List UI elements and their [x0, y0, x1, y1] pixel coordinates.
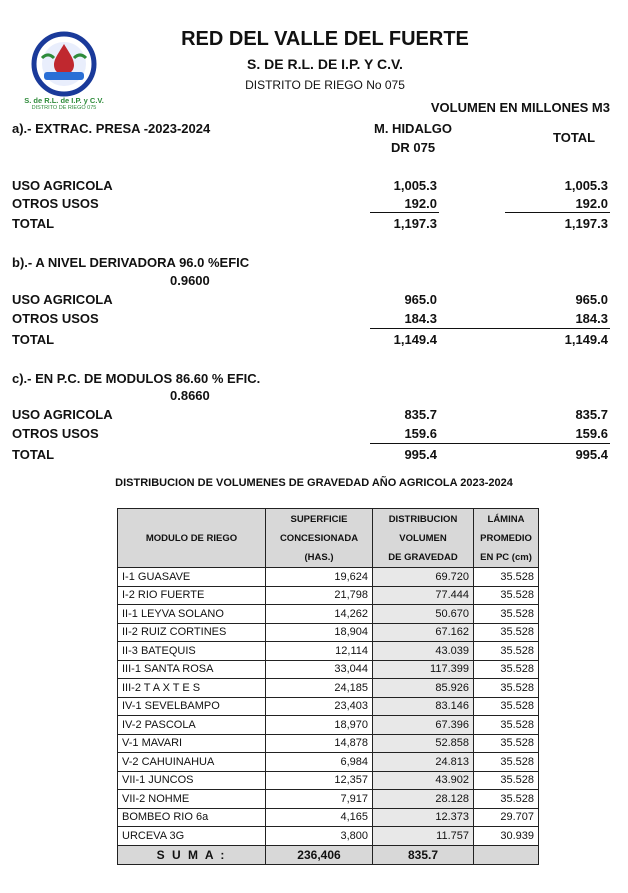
- table-row: [118, 753, 539, 772]
- cell-superficie: 12,114: [266, 642, 373, 661]
- logo-sub-caption: DISTRITO DE RIEGO 075: [31, 105, 97, 111]
- section-c-label-total: TOTAL: [12, 447, 55, 462]
- header-lamina-line1: LÁMINA: [487, 513, 525, 525]
- section-c-agricola-v1: 835.7: [404, 407, 437, 422]
- cell-superficie: 6,984: [266, 753, 373, 772]
- cell-modulo: III-1 SANTA ROSA: [118, 660, 266, 679]
- distribution-table: [117, 508, 539, 865]
- col2-header: TOTAL: [553, 130, 596, 145]
- cell-modulo: VII-2 NOHME: [118, 790, 266, 809]
- cell-modulo: II-3 BATEQUIS: [118, 642, 266, 661]
- table-row: [118, 605, 539, 624]
- section-a-title: a).- EXTRAC. PRESA -2023-2024: [12, 121, 211, 136]
- cell-superficie: 18,970: [266, 716, 373, 735]
- distribution-table-body: [118, 568, 539, 846]
- cell-superficie: 14,878: [266, 734, 373, 753]
- cell-volumen: 28.128: [373, 790, 474, 809]
- cell-lamina: 35.528: [474, 790, 539, 809]
- district-label: DISTRITO DE RIEGO No 075: [245, 78, 405, 92]
- cell-volumen: 52.858: [373, 734, 474, 753]
- section-b-rule: [370, 328, 610, 329]
- table-row: [118, 808, 539, 827]
- cell-modulo: VII-1 JUNCOS: [118, 771, 266, 790]
- section-c-total-v1: 995.4: [404, 447, 437, 462]
- cell-lamina: 35.528: [474, 586, 539, 605]
- sum-row: [118, 845, 539, 864]
- cell-lamina: 35.528: [474, 623, 539, 642]
- section-b-otros-v2: 184.3: [575, 311, 608, 326]
- cell-modulo: III-2 T A X T E S: [118, 679, 266, 698]
- section-a-label-otros: OTROS USOS: [12, 196, 99, 211]
- section-b-label-total: TOTAL: [12, 332, 55, 347]
- header-lamina: [474, 509, 539, 568]
- section-b-total-v1: 1,149.4: [393, 332, 437, 347]
- cell-volumen: 117.399: [373, 660, 474, 679]
- section-a-otros-v1: 192.0: [404, 196, 437, 211]
- header-modulo-text: MODULO DE RIEGO: [145, 532, 238, 544]
- section-b-factor: 0.9600: [170, 273, 210, 288]
- section-a-total-v2: 1,197.3: [564, 216, 608, 231]
- cell-superficie: 7,917: [266, 790, 373, 809]
- section-c-agricola-v2: 835.7: [575, 407, 608, 422]
- cell-modulo: II-1 LEYVA SOLANO: [118, 605, 266, 624]
- section-b-label-otros: OTROS USOS: [12, 311, 99, 326]
- cell-modulo: V-2 CAHUINAHUA: [118, 753, 266, 772]
- header-superficie-line1: SUPERFICIE: [290, 513, 348, 525]
- cell-lamina: 35.528: [474, 642, 539, 661]
- cell-volumen: 69.720: [373, 568, 474, 587]
- cell-modulo: I-1 GUASAVE: [118, 568, 266, 587]
- col1-header-line1: M. HIDALGO: [374, 121, 452, 136]
- cell-superficie: 19,624: [266, 568, 373, 587]
- cell-superficie: 3,800: [266, 827, 373, 846]
- cell-volumen: 50.670: [373, 605, 474, 624]
- cell-volumen: 43.039: [373, 642, 474, 661]
- cell-superficie: 33,044: [266, 660, 373, 679]
- cell-lamina: 35.528: [474, 568, 539, 587]
- section-a-label-agricola: USO AGRICOLA: [12, 178, 113, 193]
- section-b-total-v2: 1,149.4: [564, 332, 608, 347]
- cell-volumen: 67.396: [373, 716, 474, 735]
- header-superficie-line2: CONCESIONADA: [279, 532, 359, 544]
- section-a-agricola-v1: 1,005.3: [393, 178, 437, 193]
- section-c-factor: 0.8660: [170, 388, 210, 403]
- section-c-label-otros: OTROS USOS: [12, 426, 99, 441]
- table-row: [118, 790, 539, 809]
- volume-header-label: VOLUMEN EN MILLONES M3: [430, 100, 610, 115]
- table-row: [118, 771, 539, 790]
- cell-volumen: 24.813: [373, 753, 474, 772]
- section-c-total-v2: 995.4: [575, 447, 608, 462]
- cell-superficie: 23,403: [266, 697, 373, 716]
- sum-lamina-empty: [474, 845, 539, 864]
- cell-volumen: 67.162: [373, 623, 474, 642]
- section-c-label-agricola: USO AGRICOLA: [12, 407, 113, 422]
- section-a-otros-v2: 192.0: [575, 196, 608, 211]
- header-lamina-line3: EN PC (cm): [480, 551, 532, 563]
- section-b-agricola-v1: 965.0: [404, 292, 437, 307]
- cell-lamina: 35.528: [474, 734, 539, 753]
- cell-lamina: 35.528: [474, 605, 539, 624]
- section-a-rule-2: [505, 212, 610, 213]
- header-modulo: [118, 509, 266, 568]
- table-row: [118, 679, 539, 698]
- table-row: [118, 716, 539, 735]
- table-row: [118, 697, 539, 716]
- section-a-total-v1: 1,197.3: [393, 216, 437, 231]
- cell-lamina: 30.939: [474, 827, 539, 846]
- cell-superficie: 21,798: [266, 586, 373, 605]
- cell-modulo: IV-1 SEVELBAMPO: [118, 697, 266, 716]
- company-subtitle: S. DE R.L. DE I.P. Y C.V.: [247, 56, 403, 72]
- cell-volumen: 11.757: [373, 827, 474, 846]
- table-header-row: [118, 509, 539, 568]
- cell-volumen: 85.926: [373, 679, 474, 698]
- cell-volumen: 77.444: [373, 586, 474, 605]
- header-distribucion-line3: DE GRAVEDAD: [388, 551, 458, 563]
- cell-modulo: BOMBEO RIO 6a: [118, 808, 266, 827]
- table-row: [118, 642, 539, 661]
- col1-header-line2: DR 075: [391, 140, 436, 155]
- cell-superficie: 12,357: [266, 771, 373, 790]
- cell-lamina: 35.528: [474, 753, 539, 772]
- section-b-agricola-v2: 965.0: [575, 292, 608, 307]
- cell-lamina: 35.528: [474, 660, 539, 679]
- cell-lamina: 35.528: [474, 716, 539, 735]
- cell-modulo: I-2 RIO FUERTE: [118, 586, 266, 605]
- cell-lamina: 29.707: [474, 808, 539, 827]
- table-row: [118, 734, 539, 753]
- header-distribucion-line1: DISTRIBUCION: [388, 513, 458, 525]
- cell-lamina: 35.528: [474, 679, 539, 698]
- section-a-agricola-v2: 1,005.3: [564, 178, 608, 193]
- logo-caption: S. de R.L. de I.P. y C.V.: [24, 96, 104, 105]
- section-a-rule-1: [370, 212, 439, 213]
- section-c-rule: [370, 443, 610, 444]
- section-b-label-agricola: USO AGRICOLA: [12, 292, 113, 307]
- page-title: RED DEL VALLE DEL FUERTE: [181, 28, 469, 50]
- section-b-otros-v1: 184.3: [404, 311, 437, 326]
- header-superficie-line3: (HAS.): [304, 551, 334, 563]
- cell-superficie: 14,262: [266, 605, 373, 624]
- section-b-title: b).- A NIVEL DERIVADORA 96.0 %EFIC: [12, 255, 250, 270]
- cell-modulo: IV-2 PASCOLA: [118, 716, 266, 735]
- header-lamina-line2: PROMEDIO: [480, 532, 532, 544]
- cell-modulo: II-2 RUIZ CORTINES: [118, 623, 266, 642]
- cell-lamina: 35.528: [474, 771, 539, 790]
- cell-volumen: 12.373: [373, 808, 474, 827]
- header-distribucion: [373, 509, 474, 568]
- table-row: [118, 568, 539, 587]
- table-row: [118, 623, 539, 642]
- cell-superficie: 18,904: [266, 623, 373, 642]
- sum-label: S U M A :: [118, 845, 266, 864]
- cell-volumen: 43.902: [373, 771, 474, 790]
- section-c-otros-v1: 159.6: [404, 426, 437, 441]
- table-row: [118, 586, 539, 605]
- sum-volumen: 835.7: [373, 845, 474, 864]
- cell-modulo: V-1 MAVARI: [118, 734, 266, 753]
- cell-lamina: 35.528: [474, 697, 539, 716]
- table-row: [118, 827, 539, 846]
- section-c-otros-v2: 159.6: [575, 426, 608, 441]
- section-a-label-total: TOTAL: [12, 216, 55, 231]
- header-distribucion-line2: VOLUMEN: [399, 532, 447, 544]
- sum-superficie: 236,406: [266, 845, 373, 864]
- table-row: [118, 660, 539, 679]
- distribution-title: DISTRIBUCION DE VOLUMENES DE GRAVEDAD AÑO AGRICOLA 2023-2024: [115, 477, 513, 489]
- cell-volumen: 83.146: [373, 697, 474, 716]
- header-superficie: [266, 509, 373, 568]
- cell-superficie: 24,185: [266, 679, 373, 698]
- cell-modulo: URCEVA 3G: [118, 827, 266, 846]
- cell-superficie: 4,165: [266, 808, 373, 827]
- section-c-title: c).- EN P.C. DE MODULOS 86.60 % EFIC.: [12, 371, 261, 386]
